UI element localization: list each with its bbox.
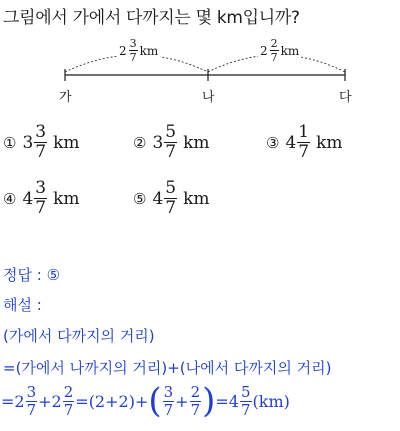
choice-1[interactable] [3,124,80,161]
choice-4-whole: 4 [22,188,34,209]
seg2-whole: 2 [260,43,268,58]
point-da-label: 다 [339,90,352,105]
choice-3-whole: 4 [285,132,297,153]
number-line-diagram [55,36,355,106]
choice-4-fraction [34,180,47,217]
eq-f5-numerator: 5 [240,382,251,401]
seg1-fraction [129,38,138,63]
eq-fraction-4 [190,382,202,419]
choice-3-numerator: 1 [298,122,310,142]
eq-term-2: +2 [38,391,62,411]
choice-4-marker: ④ [3,189,17,208]
choice-2[interactable] [133,124,210,161]
point-na-label: 나 [202,90,215,105]
choice-5[interactable] [133,180,210,217]
choice-2-fraction [164,124,177,161]
choice-5-marker: ⑤ [133,189,147,208]
choice-3-fraction [297,124,310,161]
eq-f3-denominator: 7 [163,400,174,419]
choice-2-whole: 3 [152,132,164,153]
eq-fraction-1 [26,382,38,419]
eq-f5-denominator: 7 [240,400,251,419]
answer-text: 정답 : ⑤ [3,266,61,284]
choice-4-numerator: 3 [35,178,47,198]
choice-5-numerator: 5 [165,178,177,198]
eq-fraction-3 [163,382,175,419]
segment-2-label [258,38,301,63]
choice-2-denominator: 7 [165,142,177,162]
choice-1-marker: ① [3,133,17,152]
explanation-label: 해설 : [3,296,42,314]
choice-4[interactable] [3,180,80,217]
big-right-paren: ) [202,381,216,421]
seg1-unit: km [139,43,159,58]
eq-f2-numerator: 2 [63,382,74,401]
eq-f3-numerator: 3 [163,382,174,401]
seg1-whole: 2 [119,43,127,58]
choice-3[interactable] [266,124,343,161]
eq-unit: (km) [252,391,290,411]
segment-1-label [117,38,160,63]
eq-f2-denominator: 7 [63,400,74,419]
question-text: 그림에서 가에서 다까지는 몇 km입니까? [3,8,300,28]
choice-3-denominator: 7 [298,142,310,162]
eq-f4-denominator: 7 [190,400,201,419]
choice-1-whole: 3 [22,132,34,153]
choice-1-denominator: 7 [35,142,47,162]
eq-term-5: =4 [215,391,239,411]
big-left-paren: ( [148,381,162,421]
choice-5-whole: 4 [152,188,164,209]
choice-5-fraction [164,180,177,217]
seg2-fraction [270,38,279,63]
choice-2-marker: ② [133,133,147,152]
choice-3-unit: km [316,132,343,153]
seg2-unit: km [280,43,300,58]
explanation-line-2: =(가에서 나까지의 거리)+(나에서 다까지의 거리) [3,359,332,377]
choice-2-numerator: 5 [165,122,177,142]
point-ga-label: 가 [59,90,72,105]
explanation-equation [1,381,290,421]
eq-f1-denominator: 7 [26,400,37,419]
eq-fraction-2 [63,382,75,419]
choice-1-unit: km [53,132,80,153]
eq-term-4: + [175,391,189,411]
eq-fraction-5 [240,382,252,419]
seg1-denominator: 7 [129,51,137,64]
choice-5-unit: km [183,188,210,209]
choice-3-marker: ③ [266,133,280,152]
choice-4-denominator: 7 [35,198,47,218]
choice-4-unit: km [53,188,80,209]
seg2-denominator: 7 [270,51,278,64]
choice-1-fraction [34,124,47,161]
seg2-numerator: 2 [270,37,278,50]
eq-term-3: =(2+2)+ [75,391,149,411]
choice-5-denominator: 7 [165,198,177,218]
seg1-numerator: 3 [129,37,137,50]
choice-1-numerator: 3 [35,122,47,142]
eq-f4-numerator: 2 [190,382,201,401]
choice-2-unit: km [183,132,210,153]
eq-f1-numerator: 3 [26,382,37,401]
explanation-line-1: (가에서 다까지의 거리) [3,327,155,345]
eq-term-1: =2 [1,391,25,411]
